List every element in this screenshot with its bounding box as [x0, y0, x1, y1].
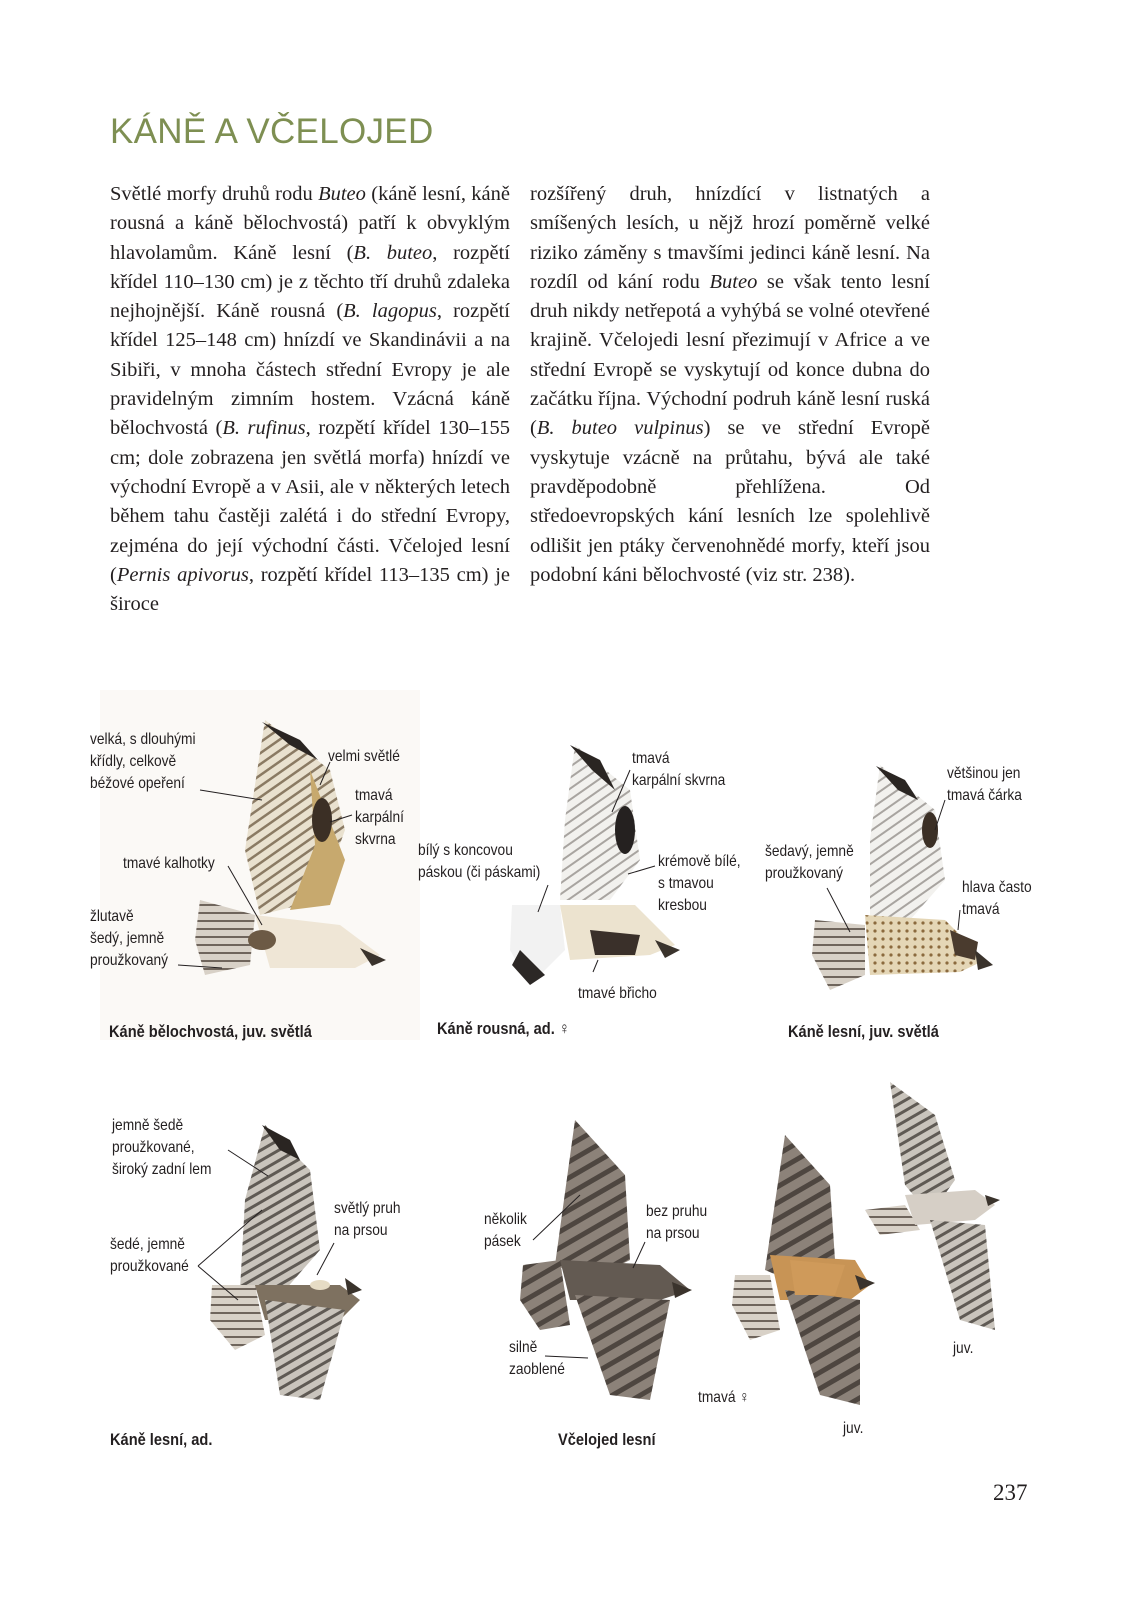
label-few-bands: několik pásek [484, 1211, 527, 1250]
caption-rufinus: Káně bělochvostá, juv. světlá [109, 1022, 312, 1041]
label-very-pale: velmi světlé [328, 748, 400, 765]
label-white-tail: bílý s koncovou páskou (či páskami) [418, 842, 541, 881]
label-no-breast-band: bez pruhu na prsou [646, 1203, 708, 1242]
label-rounded: silně zaoblené [509, 1339, 565, 1378]
label-yellowish-tail: žlutavě šedý, jemně proužkovaný [90, 908, 169, 969]
body-paragraph-cont: rozšířený druh, hnízdící v listnatých a smíšených lesích, u nějž hrozí poměrně velké riziko záměny s tmavšími jedinci káně lesní. Na rozdíl od kání rodu Buteo se však tento lesní druh nikdy netřepotá a vyhýbá se volné otevřené krajině. Včelojedi lesní přezimují v Africe a ve střední Evropě se vyskytují od konce dubna do začátku října. Východní podruh káně lesní ruská (B. buteo vulpinus) se ve střední Evropě vyskytuje vzácně na průtahu, bývá ale také pravděpodobně přehlížena. Od středoevropských kání lesních lze spolehlivě odlišit jen ptáky červenohnědé morfy, kteří jsou podobní káni bělochvosté (viz str. 238). [530, 183, 930, 586]
label-dark-head: hlava často tmavá [962, 879, 1032, 918]
label-juv-pale: juv. [953, 1340, 974, 1357]
body-paragraph: Světlé morfy druhů rodu Buteo (káně lesní, káně rousná a káně bělochvostá) patří k obvyklým hlavolamům. Káně lesní (B. buteo, rozpětí křídel 110–130 cm) je z těchto tří druhů zdaleka nejhojnější. Káně rousná (B. lagopus, rozpětí křídel 125–148 cm) hnízdí ve Skandinávii a na Sibiři, v mnoha částech střední Evropy je ale pravidelným zimním hostem. Vzácná káně bělochvostá (B. rufinus, rozpětí křídel 130–155 cm; dole zobrazena jen světlá morfa) hnízdí ve východní Evropě a v Asii, ale v některých letech během tahu častěji zalétá i do střední Evropy, zejména do její východní části. Včelojed lesní (Pernis apivorus, rozpětí křídel 113–135 cm) je široce [110, 183, 511, 616]
label-grey-barred: šedé, jemně proužkované [110, 1236, 189, 1275]
buteo-ad-illustration [210, 1125, 362, 1400]
caption-lagopus: Káně rousná, ad. ♀ [437, 1019, 570, 1038]
page-number: 237 [993, 1480, 1028, 1505]
label-carpal-patch: tmavá karpální skvrna [355, 787, 404, 848]
label-creamy-white: krémově bílé, s tmavou kresbou [658, 853, 741, 914]
label-greyish-tail: šedavý, jemně proužkovaný [765, 843, 854, 882]
pernis-juv-rufous-illustration [732, 1135, 875, 1405]
label-dark-female: tmavá ♀ [698, 1389, 750, 1406]
label-large-long-wings: velká, s dlouhými křídly, celkově béžové opeření [90, 731, 196, 792]
page-title: KÁNĚ A VČELOJED [110, 112, 434, 151]
caption-buteo-ad: Káně lesní, ad. [110, 1430, 213, 1449]
caption-pernis: Včelojed lesní [558, 1430, 656, 1449]
caption-buteo-juv: Káně lesní, juv. světlá [788, 1022, 939, 1041]
pernis-juv-pale-illustration [865, 1082, 1000, 1330]
label-dark-trousers: tmavé kalhotky [123, 855, 215, 872]
label-dark-belly: tmavé břicho [578, 985, 657, 1002]
label-grey-barred-wing: jemně šedě proužkované, široký zadní lem [112, 1117, 212, 1178]
label-dark-carpal: tmavá karpální skvrna [632, 750, 726, 789]
label-juv-rufous: juv. [843, 1420, 864, 1437]
label-pale-breast-band: světlý pruh na prsou [334, 1200, 401, 1239]
label-dark-streak: většinou jen tmavá čárka [947, 765, 1022, 804]
